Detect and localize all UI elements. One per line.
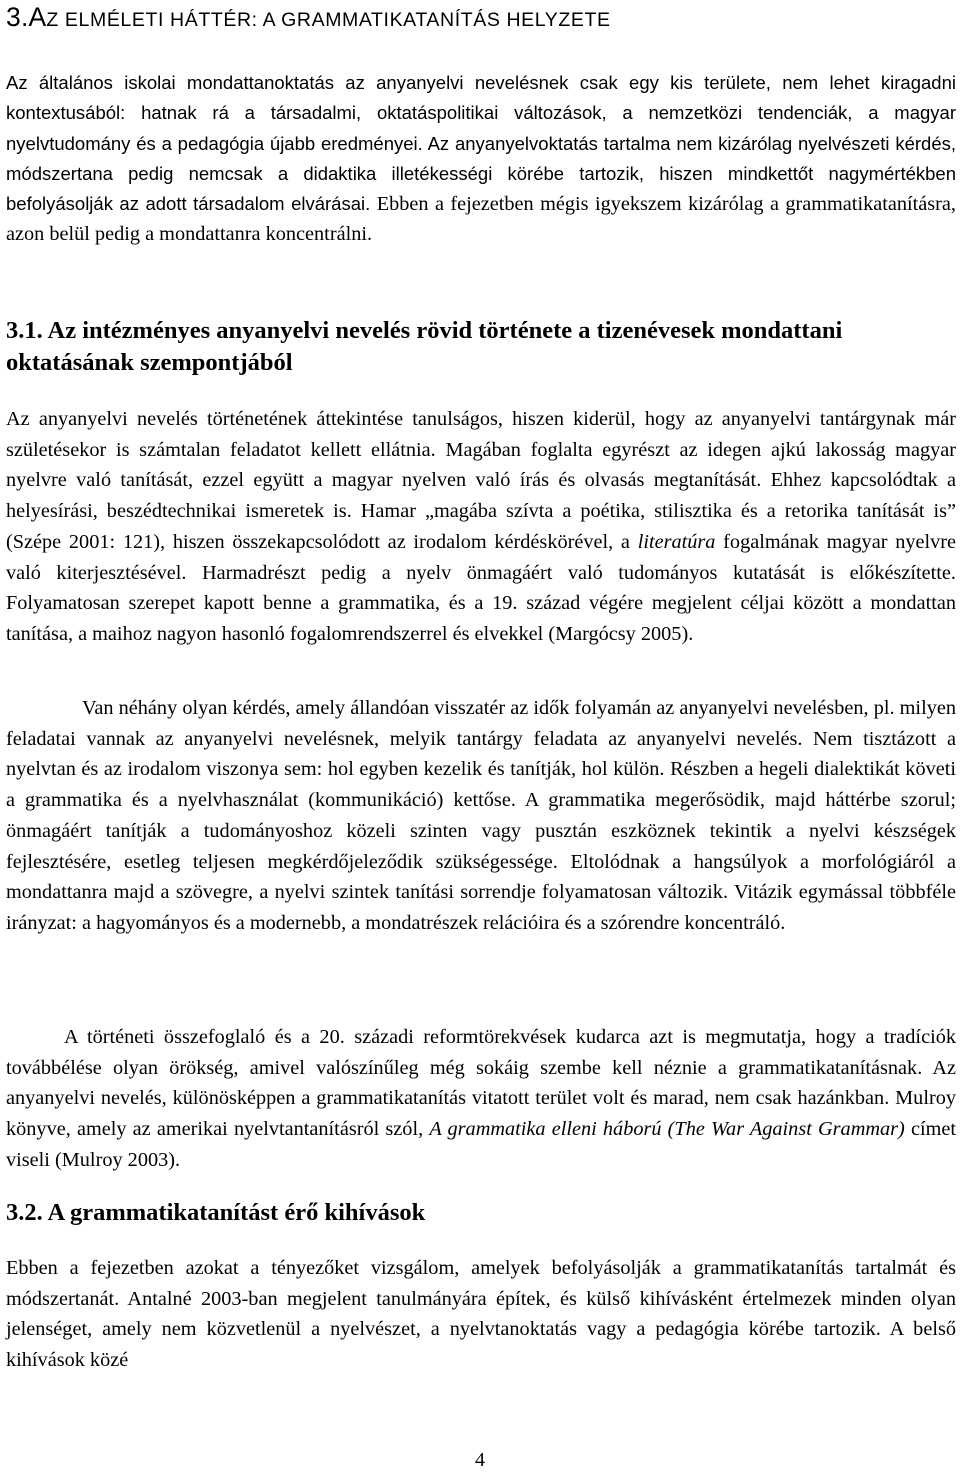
section1-p3-italic: A grammatika elleni háború (The War Against Grammar) xyxy=(429,1118,905,1141)
chapter-initial: A xyxy=(28,2,47,32)
section1-p1-before: Az anyanyelvi nevelés történetének áttekintése tanulságos, hiszen kiderül, hogy az anyanyelvi tantárgynak már születésekor is számtalan feladatot kellett ellátnia. Magában foglalta egyrészt az idegen ajkú lakosság magyar nyelvre való tanítását, ezzel együtt a magyar nyelven való írás és olvasás megtanítását. Ehhez kapcsolódtak a helyesírási, beszédtechnikai ismeretek is. Hamar „magába szívta a poétika, stilisztika és a retorika tanítását is” (Szépe 2001: 121), hiszen összekapcsolódott az irodalom kérdéskörével, a xyxy=(6,408,956,553)
section1-p3-after: címet viseli (Mulroy 2003). xyxy=(6,1118,956,1171)
chapter-number: 3. xyxy=(6,2,29,32)
chapter-title-rest: Z ELMÉLETI HÁTTÉR: A GRAMMATIKATANÍTÁS HELYZETE xyxy=(46,9,611,31)
chapter-heading xyxy=(6,2,611,35)
intro-paragraph xyxy=(6,68,956,250)
section2-paragraph-1: Ebben a fejezetben azokat a tényezőket vizsgálom, amelyek befolyásolják a grammatikatanítás tartalmát és módszertanát. Antalné 2003-ban megjelent tanulmányára építek, és külső kihívásként értelmezek minden olyan jelenséget, amely nem közvetlenül a nyelvészet, a nyelvtanoktatás vagy a pedagógia körébe tartozik. A belső kihívások közé xyxy=(6,1257,956,1372)
section1-p1-italic: literatúra xyxy=(637,530,716,553)
section1-p2-text: Van néhány olyan kérdés, amely állandóan visszatér az idők folyamán az anyanyelvi nevelésben, pl. milyen feladatai vannak az anyanyelvi nevelésnek, melyik tantárgy feladata az anyanyelvi nevelés. Nem tisztázott a nyelvtan és az irodalom viszonya sem: hol egyben kezelik és tanítják, hol külön. Részben a hegeli dialektikát követi a grammatika és a nyelvhasználat (kommunikáció) kettőse. A grammatika megerősödik, majd háttérbe szorul; önmagáért tanítják a tudományoshoz közeli szinten vagy pusztán eszköznek tekintik a nyelvi készségek fejlesztésére, esetleg teljesen megkérdőjeleződik szükségessége. Eltolódnak a hangsúlyok a morfológiáról a mondattanra majd a szövegre, a nyelvi szintek tanítási sorrendje folyamatosan változik. Vitázik egymással többféle irányzat: a hagyományos és a modernebb, a mondatrészek relációira és a szórendre koncentráló. xyxy=(6,697,956,934)
intro-text-part1: Az általános iskolai mondattanoktatás az anyanyelvi nevelésnek csak egy kis területe, nem lehet kiragadni kontextusából: hatnak rá a társadalmi, oktatáspolitikai változások, a nemzetközi tendenciák, a magyar nyelvtudomány és a pedagógia újabb eredményei. Az anyanyelvoktatás tartalma nem kizárólag nyelvészeti kérdés, módszertana pedig nemcsak a didaktika illetékességi körébe tartozik, hiszen mindkettőt nagymértékben befolyásolják az adott társadalom elvárásai. xyxy=(6,72,956,215)
section1-paragraph-1 xyxy=(6,404,956,650)
section-heading-3-2: 3.2. A grammatikatanítást érő kihívások xyxy=(6,1199,426,1226)
section1-paragraph-3 xyxy=(6,1022,956,1176)
intro-text-part2: Ebben a fejezetben mégis igyekszem kizárólag a grammatikatanításra, azon belül pedig a mondattanra koncentrálni. xyxy=(6,193,956,246)
section1-p1-after: fogalmának magyar nyelvre való kiterjesztésével. Harmadrészt pedig a nyelv önmagáért való tudományos kutatását is előkészítette. Folyamatosan szerepet kapott benne a grammatika, és a 19. század végére megjelent céljai között a mondattan tanítása, a maihoz nagyon hasonló fogalomrendszerrel és elvekkel (Margócsy 2005). xyxy=(6,530,957,645)
section-heading-3-1: 3.1. Az intézményes anyanyelvi nevelés rövid története a tizenévesek mondattani oktatásának szempontjából xyxy=(6,317,843,376)
page-number: 4 xyxy=(475,1449,485,1471)
section1-paragraph-2 xyxy=(6,693,956,939)
section1-p3-before: A történeti összefoglaló és a 20. századi reformtörekvések kudarca azt is megmutatja, hogy a tradíciók továbbélése olyan örökség, amivel valószínűleg még sokáig szembe kell néznie a grammatikatanításnak. Az anyanyelvi nevelés, különösképpen a grammatikatanítás vitatott terület volt és marad, nem csak hazánkban. Mulroy könyve, amely az amerikai nyelvtantanításról szól, xyxy=(6,1026,956,1141)
